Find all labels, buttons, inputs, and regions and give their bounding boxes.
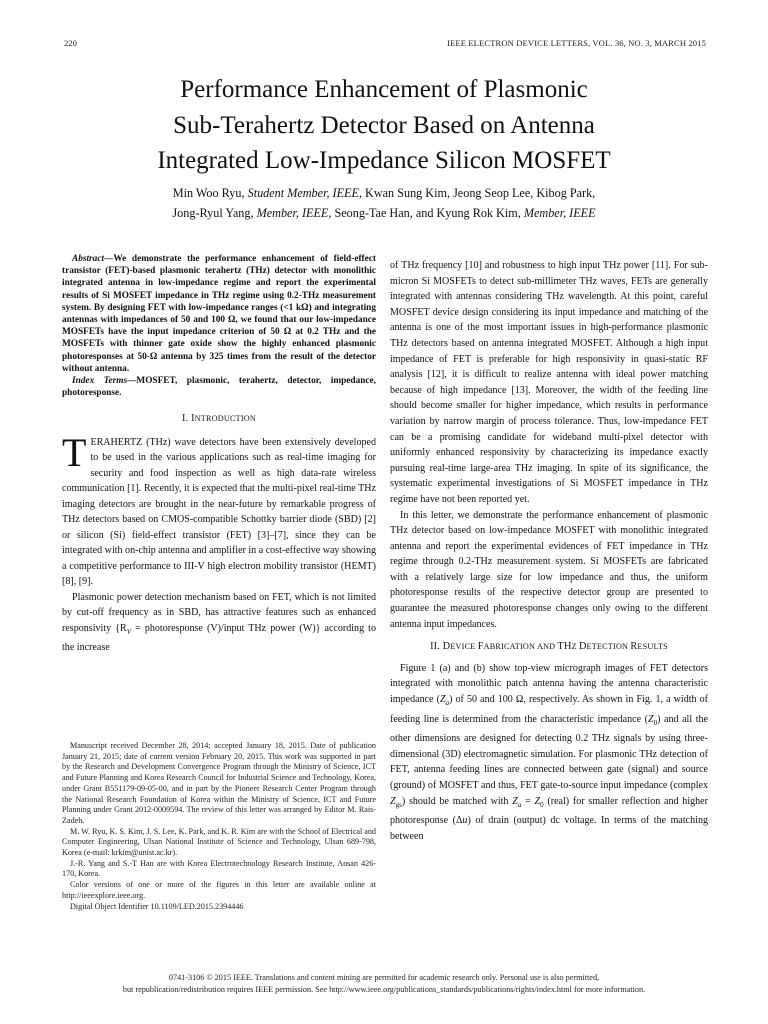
subscript: a bbox=[445, 699, 450, 708]
intro-text: Plasmonic power detection mechanism based on FET, which is not limited by cut-off frequency as in SBD, has attractive features such as enhanced responsivity {R bbox=[62, 591, 376, 634]
abstract-label: Abstract bbox=[72, 254, 105, 264]
drop-cap: T bbox=[62, 429, 87, 475]
author-role: Member, IEEE bbox=[523, 206, 596, 220]
footnote: Digital Object Identifier 10.1109/LED.2015.2394446 bbox=[70, 901, 244, 911]
journal-name: IEEE ELECTRON DEVICE LETTERS, VOL. 36, NO. 3, MARCH 2015 bbox=[447, 38, 706, 48]
copyright-notice bbox=[40, 972, 728, 995]
body-text: Figure 1 (a) and (b) show top-view micrograph images of FET detectors integrated with monolithic patch antenna having the antenna characteristic impedance ( bbox=[390, 662, 708, 706]
math-symbol: Z bbox=[439, 694, 446, 706]
section-title-part: F bbox=[477, 641, 484, 653]
author-line bbox=[60, 183, 708, 203]
math-symbol: Z bbox=[512, 795, 518, 807]
body-text: ) of 50 and 100 Ω, respectively. As shown in Fig. 1, a width of feeding line is determined from the characteristic impedance ( bbox=[390, 694, 709, 725]
subscript: 0 bbox=[653, 718, 658, 727]
section-number: I. bbox=[181, 413, 192, 425]
right-column bbox=[390, 258, 708, 844]
index-terms-text: MOSFET, plasmonic, terahertz, detector, impedance, photoresponse. bbox=[62, 376, 376, 399]
section-title-part: TH bbox=[557, 641, 572, 653]
section-title-part: ESULTS bbox=[637, 642, 668, 652]
math-symbol: u bbox=[462, 815, 468, 827]
title-line: Sub-Terahertz Detector Based on Antenna bbox=[173, 111, 595, 139]
author-names: Jong-Ryul Yang, bbox=[172, 206, 257, 220]
section-title-initial: I bbox=[191, 413, 195, 425]
index-terms: Index Terms—MOSFET, plasmonic, terahertz, detector, impedance, photoresponse. bbox=[62, 376, 376, 399]
author-role: Member, IEEE bbox=[256, 206, 329, 220]
body-paragraph bbox=[390, 661, 708, 845]
abstract: Abstract—We demonstrate the performance enhancement of field-effect transistor (FET)-based plasmonic terahertz (THz) detector with monolithic integrated antenna in low-impedance regime and report the experimental results of Si MOSFET impedance in THz regime using 0.2-THz measurement system. By designing FET with low-impedance ranges (<1 kΩ) and integrating antennas with impedances of 50 and 100 Ω, we found that our low-impedance MOSFETs have the input impedance criterion of 50 Ω at 0.2 THz and the MOSFETs with thinner gate oxide show the highly enhanced plasmonic photoresponses at 50-Ω antenna by 325 times from the result of the detector without antenna. bbox=[62, 254, 376, 374]
math-symbol: Z bbox=[647, 713, 654, 725]
title-line: Integrated Low-Impedance Silicon MOSFET bbox=[157, 147, 611, 174]
abstract-text: We demonstrate the performance enhancement of field-effect transistor (FET)-based plasmonic terahertz (THz) detector with monolithic integrated antenna in low-impedance regime and report the experimental results of Si MOSFET impedance in THz regime using 0.2-THz measurement system. By designing FET with low-impedance ranges (<1 kΩ) and integrating antennas with impedances of 50 and 100 Ω, we found that our low-impedance MOSFETs have the input impedance criterion of 50 Ω at 0.2 THz and the MOSFETs with thinner gate oxide show the highly enhanced plasmonic photoresponses at 50-Ω antenna by 325 times from the result of the detector without antenna. bbox=[62, 254, 376, 374]
section-heading-introduction bbox=[62, 411, 376, 427]
math-symbol: Z bbox=[534, 795, 541, 807]
section-title-part: ABRICATION AND bbox=[483, 642, 558, 652]
subscript: 0 bbox=[540, 800, 544, 809]
subscript: gs bbox=[395, 800, 402, 809]
section-title-part: R bbox=[630, 641, 638, 653]
body-text: (real) for smaller reflection and higher photoresponse (Δ bbox=[390, 795, 708, 827]
math-symbol: Z bbox=[390, 795, 396, 807]
section-title-part: ETECTION bbox=[586, 642, 631, 652]
body-text: = bbox=[521, 795, 535, 807]
footnotes bbox=[62, 741, 376, 912]
author-names: Min Woo Ryu, bbox=[172, 186, 248, 200]
intro-paragraph-2 bbox=[62, 590, 376, 656]
intro-paragraph-1 bbox=[62, 429, 376, 590]
section-number: II. bbox=[430, 641, 443, 653]
body-text: ) should be matched with bbox=[401, 795, 513, 807]
footnote: Manuscript received December 28, 2014; accepted January 18, 2015. Date of publication January 21, 2015; date of current version February 20, 2015. This work was supported in part by the Research and Development Convergence Program through the Ministry of Science, ICT and Future Planning and Korea Research Council for Industrial Science and Technology, Korea, under Grant B551179-09-05-00, and in part by the Pioneer Research Center Program through the National Research Foundation of Korea within the Ministry of Science, ICT and Future Planning under Grant 2012-0009594. The review of this letter was arranged by Editor M. Rais-Zadeh. bbox=[62, 741, 376, 825]
section-title-part: Z bbox=[571, 642, 579, 652]
intro-text: ERAHERTZ (THz) wave detectors have been extensively developed to be used in the various applications such as real-time imaging for security and food inspection as well as high data-rate wireless communication [1]. Recently, it is expected that the multi-pixel real-time THz imaging detectors are brought in the near-future by remarkable progress of THz detectors based on CMOS-compatible Schottky barrier diode (SBD) [2] or silicon (Si) field-effect transistor (FET) [3]–[7], since they can be integrated with on-chip antenna and amplifier in a cost-effective way showing a competitive performance to III-V high electron mobility transistor (HEMT) [8], [9]. bbox=[62, 436, 376, 588]
author-role: Student Member, IEEE bbox=[247, 186, 359, 200]
section-title-part: D bbox=[442, 641, 451, 653]
copyright-line: 0741-3106 © 2015 IEEE. Translations and content mining are permitted for academic research only. Personal use is also permitted, bbox=[168, 973, 600, 982]
author-list bbox=[60, 183, 708, 223]
copyright-line: but republication/redistribution requires IEEE permission. See http://www.ieee.org/publications_standards/publications/rights/index.html for more information. bbox=[122, 984, 646, 994]
subscript: V bbox=[126, 627, 132, 636]
section-title-rest: NTRODUCTION bbox=[194, 414, 256, 424]
section-title-part: D bbox=[578, 641, 587, 653]
body-text: ) and all the other dimensions are designed for detecting 0.2 THz signals by using three-dimensional (3D) electromagnetic simulation. For plasmonic THz detection of FET, antenna feeding lines are connected between gate (signal) and source (ground) of MOSFET and thus, FET gate-to-source input impedance (complex bbox=[390, 713, 709, 791]
footnote: J.-R. Yang and S.-T Han are with Korea Electrotechnology Research Institute, Ansan 426-170, Korea. bbox=[62, 858, 376, 879]
author-line bbox=[60, 203, 708, 223]
footnote: M. W. Ryu, K. S. Kim, J. S. Lee, K. Park, and K. R. Kim are with the School of Electrical and Computer Engineering, Ulsan National Institute of Science and Technology, Ulsan 689-798, Korea (e-mail: krkim@unist.ac.kr). bbox=[62, 826, 376, 858]
body-paragraph: of THz frequency [10] and robustness to high input THz power [11]. For sub-micron Si MOSFETs to detect sub-millimeter THz waves, FETs are generally integrated with antennas considering THz wavelength. At this point, careful MOSFET device design considering its input impedance and matching of the antenna is one of the most important issues in high-performance plasmonic THz detectors based on antenna integrated MOSFET. Although a high input impedance of FET is preferable for high responsivity in quasi-static RF analysis [12], it is difficult to realize antenna with ideal power matching because of high impedance [13]. Moreover, the width of the feeding line should become smaller for higher impedance, which results in performance variation by narrow margin of process tolerance. Thus, low-impedance FET can be a promising candidate for wideband multi-pixel detector with uniformly enhanced responsivity by characterizing its impedance exactly pursuing real-time large-area THz imaging. In spite of its significance, the systematic experimental investigations of Si MOSFET impedance in THz regime have not been reported yet. bbox=[390, 260, 708, 505]
body-text: ) of drain (output) dc voltage. In terms of the matching between bbox=[390, 815, 708, 842]
intro-text: = photoresponse (V)/input THz power (W)} according to the increase bbox=[62, 622, 377, 654]
section-title-part: EVICE bbox=[450, 642, 478, 652]
index-terms-label: Index Terms bbox=[72, 376, 128, 387]
author-names: , Seong-Tae Han, and Kyung Rok Kim, bbox=[328, 206, 524, 220]
subscript: a bbox=[517, 800, 522, 809]
footnote: Color versions of one or more of the figures in this letter are available online at http://ieeexplore.ieee.org. bbox=[62, 880, 376, 900]
body-paragraph: In this letter, we demonstrate the performance enhancement of plasmonic THz detector based on low-impedance MOSFET with monolithic integrated antenna and report the experimental evidences of FET impedance in THz regime through 0.2-THz measurement system. Si MOSFETs are fabricated with a relatively large size for low impedance and thus, the uniform photoresponse results of the respective detector group are presented to guarantee the measured photoresponse changes only owing to the different antenna input impedances. bbox=[390, 509, 708, 630]
paper-title bbox=[60, 72, 708, 179]
section-heading-fabrication bbox=[390, 639, 708, 655]
title-line: Performance Enhancement of Plasmonic bbox=[180, 76, 588, 103]
page-number: 220 bbox=[64, 38, 77, 48]
left-column bbox=[62, 253, 376, 656]
author-names: , Kwan Sung Kim, Jeong Seop Lee, Kibog Park, bbox=[358, 186, 596, 200]
